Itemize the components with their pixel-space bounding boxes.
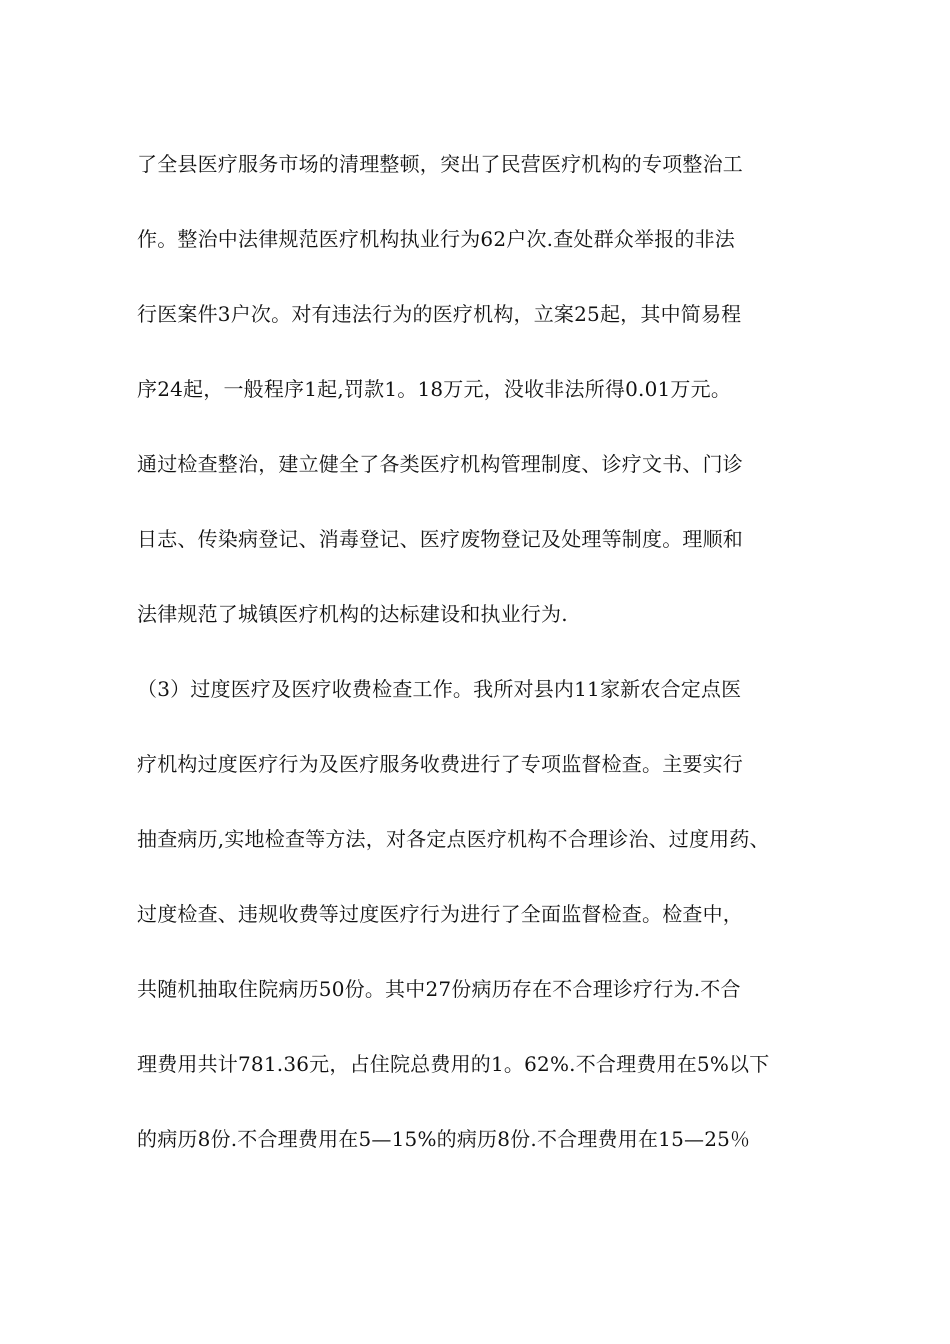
body-text-line: 的病历8份.不合理费用在5—15%的病历8份.不合理费用在15—25％: [137, 1127, 751, 1151]
body-text-line: 日志、传染病登记、消毒登记、医疗废物登记及处理等制度。理顺和: [137, 527, 743, 551]
body-text-line: 抽查病历,实地检查等方法，对各定点医疗机构不合理诊治、过度用药、: [137, 827, 770, 851]
body-text-line: 作。整治中法律规范医疗机构执业行为62户次.查处群众举报的非法: [137, 227, 736, 251]
body-text-line: 行医案件3户次。对有违法行为的医疗机构，立案25起，其中简易程: [137, 302, 742, 326]
body-text-line: 疗机构过度医疗行为及医疗服务收费进行了专项监督检查。主要实行: [137, 752, 743, 776]
body-text-line: （3）过度医疗及医疗收费检查工作。我所对县内11家新农合定点医: [137, 677, 742, 701]
body-text-line: 通过检查整治，建立健全了各类医疗机构管理制度、诊疗文书、门诊: [137, 452, 743, 476]
body-text-line: 共随机抽取住院病历50份。其中27份病历存在不合理诊疗行为.不合: [137, 977, 741, 1001]
body-text-line: 了全县医疗服务市场的清理整顿，突出了民营医疗机构的专项整治工: [137, 152, 743, 176]
body-text-line: 过度检查、违规收费等过度医疗行为进行了全面监督检查。检查中，: [137, 902, 743, 926]
body-text-line: 序24起，一般程序1起,罚款1。18万元，没收非法所得0.01万元。: [137, 377, 732, 401]
body-text-line: 理费用共计781.36元，占住院总费用的1。62%.不合理费用在5%以下: [137, 1052, 770, 1076]
body-text-line: 法律规范了城镇医疗机构的达标建设和执业行为.: [137, 602, 568, 626]
